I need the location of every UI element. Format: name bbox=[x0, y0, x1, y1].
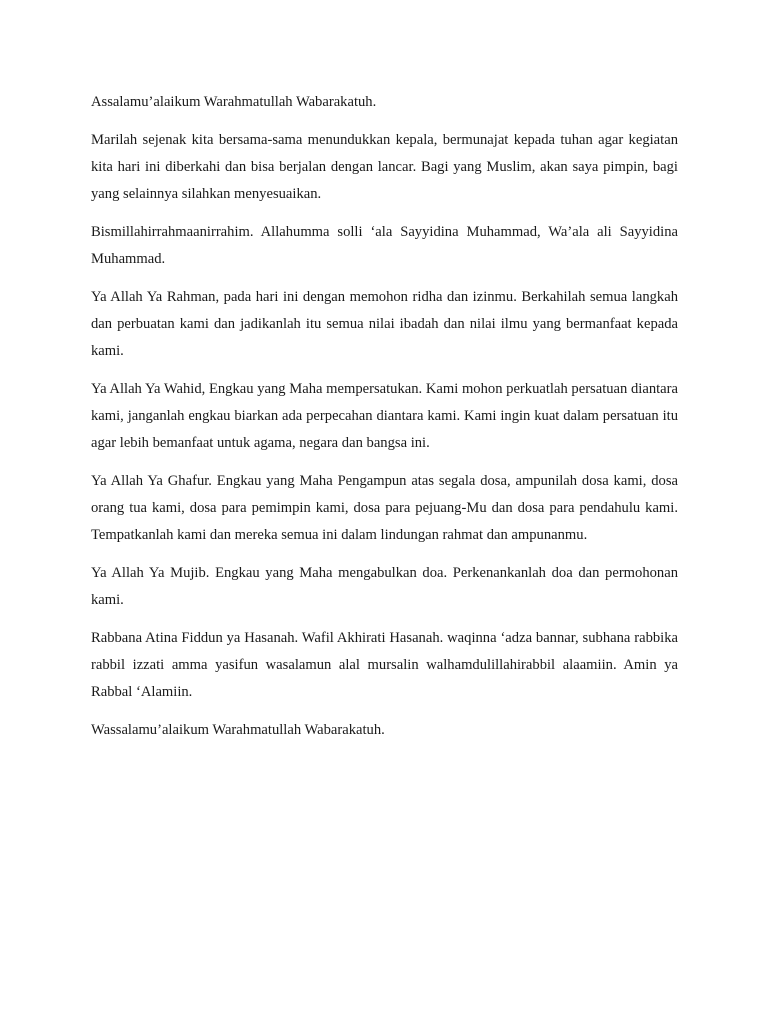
document-page bbox=[91, 89, 678, 755]
paragraph-rabbana: Rabbana Atina Fiddun ya Hasanah. Wafil Akhirati Hasanah. waqinna ‘adza bannar, subhana rabbika rabbil izzati amma yasifun wasalamun alal mursalin walhamdulillahirabbil alaamiin. Amin ya Rabbal ‘Alamiin. bbox=[91, 630, 678, 700]
paragraph-ya-wahid: Ya Allah Ya Wahid, Engkau yang Maha mempersatukan. Kami mohon perkuatlah persatuan diantara kami, janganlah engkau biarkan ada perpecahan diantara kami. Kami ingin kuat dalam persatuan itu agar lebih bemanfaat untuk agama, negara dan bangsa ini. bbox=[91, 381, 678, 451]
paragraph-ya-mujib: Ya Allah Ya Mujib. Engkau yang Maha mengabulkan doa. Perkenankanlah doa dan permohonan kami. bbox=[91, 565, 678, 608]
paragraph-ya-rahman: Ya Allah Ya Rahman, pada hari ini dengan memohon ridha dan izinmu. Berkahilah semua langkah dan perbuatan kami dan jadikanlah itu semua nilai ibadah dan nilai ilmu yang bermanfaat kepada kami. bbox=[91, 289, 678, 359]
greeting-closing: Wassalamu’alaikum Warahmatullah Wabarakatuh. bbox=[91, 722, 385, 738]
paragraph-bismillah: Bismillahirrahmaanirrahim. Allahumma solli ‘ala Sayyidina Muhammad, Wa’ala ali Sayyidina Muhammad. bbox=[91, 224, 678, 267]
paragraph-invitation: Marilah sejenak kita bersama-sama menundukkan kepala, bermunajat kepada tuhan agar kegiatan kita hari ini diberkahi dan bisa berjalan dengan lancar. Bagi yang Muslim, akan saya pimpin, bagi yang selainnya silahkan menyesuaikan. bbox=[91, 132, 678, 202]
greeting-opening: Assalamu’alaikum Warahmatullah Wabarakatuh. bbox=[91, 94, 377, 110]
paragraph-ya-ghafur: Ya Allah Ya Ghafur. Engkau yang Maha Pengampun atas segala dosa, ampunilah dosa kami, dosa orang tua kami, dosa para pemimpin kami, dosa para pejuang-Mu dan dosa para pendahulu kami. Tempatkanlah kami dan mereka semua ini dalam lindungan rahmat dan ampunanmu. bbox=[91, 473, 678, 543]
